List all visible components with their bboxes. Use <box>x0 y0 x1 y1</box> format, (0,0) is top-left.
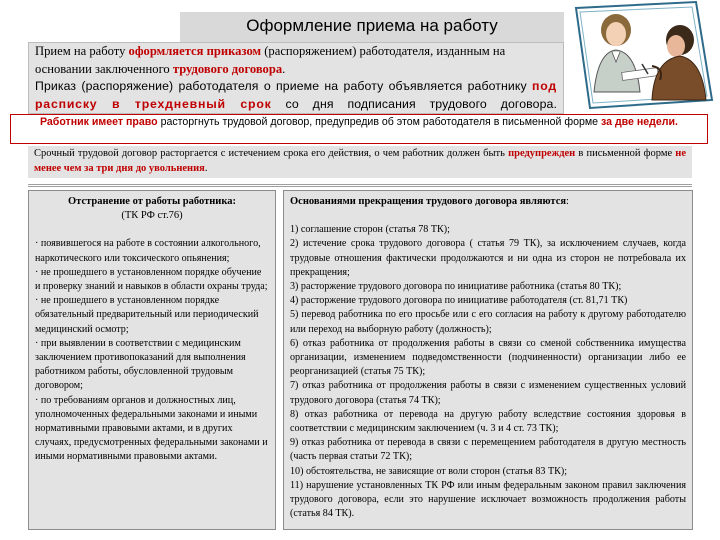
list-item: 1) соглашение сторон (статья 78 ТК); <box>290 224 450 236</box>
list-item: 2) истечение срока трудового договора ( статья 79 ТК), за исключением случаев, когда трудовые отношения фактически продолжаются и ни одна из сторон не потребовала их прекращения; <box>290 238 686 278</box>
list-item: · не прошедшего в установленном порядке обучение и проверку знаний и навыков в области охраны труда; <box>35 266 268 293</box>
suspension-subheading: (ТК РФ ст.76) <box>121 210 183 222</box>
intro-text: Прием на работу <box>35 44 129 58</box>
list-item: 6) отказ работника от продолжения работы в связи со сменой собственника имущества организации, изменением подведомственности (подчиненности) организации либо ее реорганизацией (статья 75 ТК); <box>290 337 686 378</box>
list-item: · появившегося на работе в состоянии алкогольного, наркотического или токсического опьянения; <box>35 238 261 264</box>
intro-text: Приказ (распоряжение) работодателя о приеме на работу объявляется работнику <box>35 79 533 93</box>
list-item: 3) расторжение трудового договора по инициативе работника (статья 80 ТК); <box>290 281 622 293</box>
office-meeting-clipart <box>568 0 718 112</box>
list-item: · не прошедшего в установленном порядке обязательный предварительный или периодический медицинский осмотр; <box>35 295 259 335</box>
intro-text: со дня подписания трудового договора. <box>271 96 557 111</box>
list-item: 4) расторжение трудового договора по инициативе работодателя (ст. 81,71 ТК) <box>290 295 628 307</box>
grounds-heading-colon: : <box>566 196 569 207</box>
grounds-heading-row <box>290 195 686 209</box>
page-title: Оформление приема на работу <box>246 16 498 35</box>
termination-highlight-weeks: за две недели. <box>601 116 678 128</box>
list-item: · по требованиям органов и должностных лиц, уполномоченных федеральными законами и иными нормативными правовыми актами, и в других случаях, предусмотренных федеральными законами и иными нормативными правовыми актами. <box>35 394 268 463</box>
intro-block <box>28 42 564 114</box>
section-divider <box>28 184 692 187</box>
fixed-term-highlight-days: не менее чем за три дня до увольнения <box>34 148 686 174</box>
intro-paragraph-2 <box>35 78 557 113</box>
termination-text: расторгнуть трудовой договор, предупредив об этом работодателя в письменной форме <box>157 116 601 128</box>
list-item: · при выявлении в соответствии с медицинским заключением противопоказаний для выполнения работником работы, обусловленной трудовым договором; <box>35 337 246 392</box>
intro-highlight-contract: трудового договора <box>172 61 283 76</box>
list-item: 5) перевод работника по его просьбе или с его согласия на работу к другому работодателю или переход на выборную работу (должность); <box>290 309 686 335</box>
list-item: 11) нарушение установленных ТК РФ или иным федеральным законом правил заключения трудового договора, если это нарушение исключает возможность продолжения работы (статья 84 ТК). <box>290 479 686 520</box>
termination-highlight-right: Работник имеет право <box>39 116 158 128</box>
intro-paragraph-1 <box>35 43 557 78</box>
grounds-heading: Основаниями прекращения трудового договора являются <box>290 196 567 207</box>
termination-grounds-panel <box>283 190 693 530</box>
fixed-term-highlight-warned: предупрежден <box>508 148 576 159</box>
list-item: 10) обстоятельства, не зависящие от воли сторон (статья 83 ТК); <box>290 465 568 477</box>
intro-highlight-deadline: под расписку в трехдневный срок <box>35 79 557 111</box>
list-item: 7) отказ работника от продолжения работы в связи с изменением существенных условий трудового договора (статья 74 ТК); <box>290 380 686 406</box>
fixed-term-text: в письменной форме <box>575 148 676 159</box>
employee-termination-notice <box>10 114 708 144</box>
suspension-panel <box>28 190 276 530</box>
fixed-term-contract-note <box>28 146 692 178</box>
list-item: 9) отказ работника от перевода в связи с перемещением работодателя в другую местность (часть первая статьи 72 ТК); <box>290 437 686 463</box>
intro-highlight-order: оформляется приказом <box>128 44 262 58</box>
suspension-heading: Отстранение от работы работника: <box>68 196 236 207</box>
fixed-term-text: . <box>204 162 208 174</box>
intro-text: . <box>282 61 286 76</box>
fixed-term-text: Срочный трудовой договор расторгается с истечением срока его действия, о чем работник должен быть <box>34 148 509 159</box>
list-item: 8) отказ работника от перевода на другую работу вследствие состояния здоровья в соответствии с медицинским заключением (ч. 3 и 4 ст. 73 ТК); <box>290 408 686 435</box>
intro-text: (распоряжением) работодателя, изданным на основании заключенного <box>35 44 506 76</box>
